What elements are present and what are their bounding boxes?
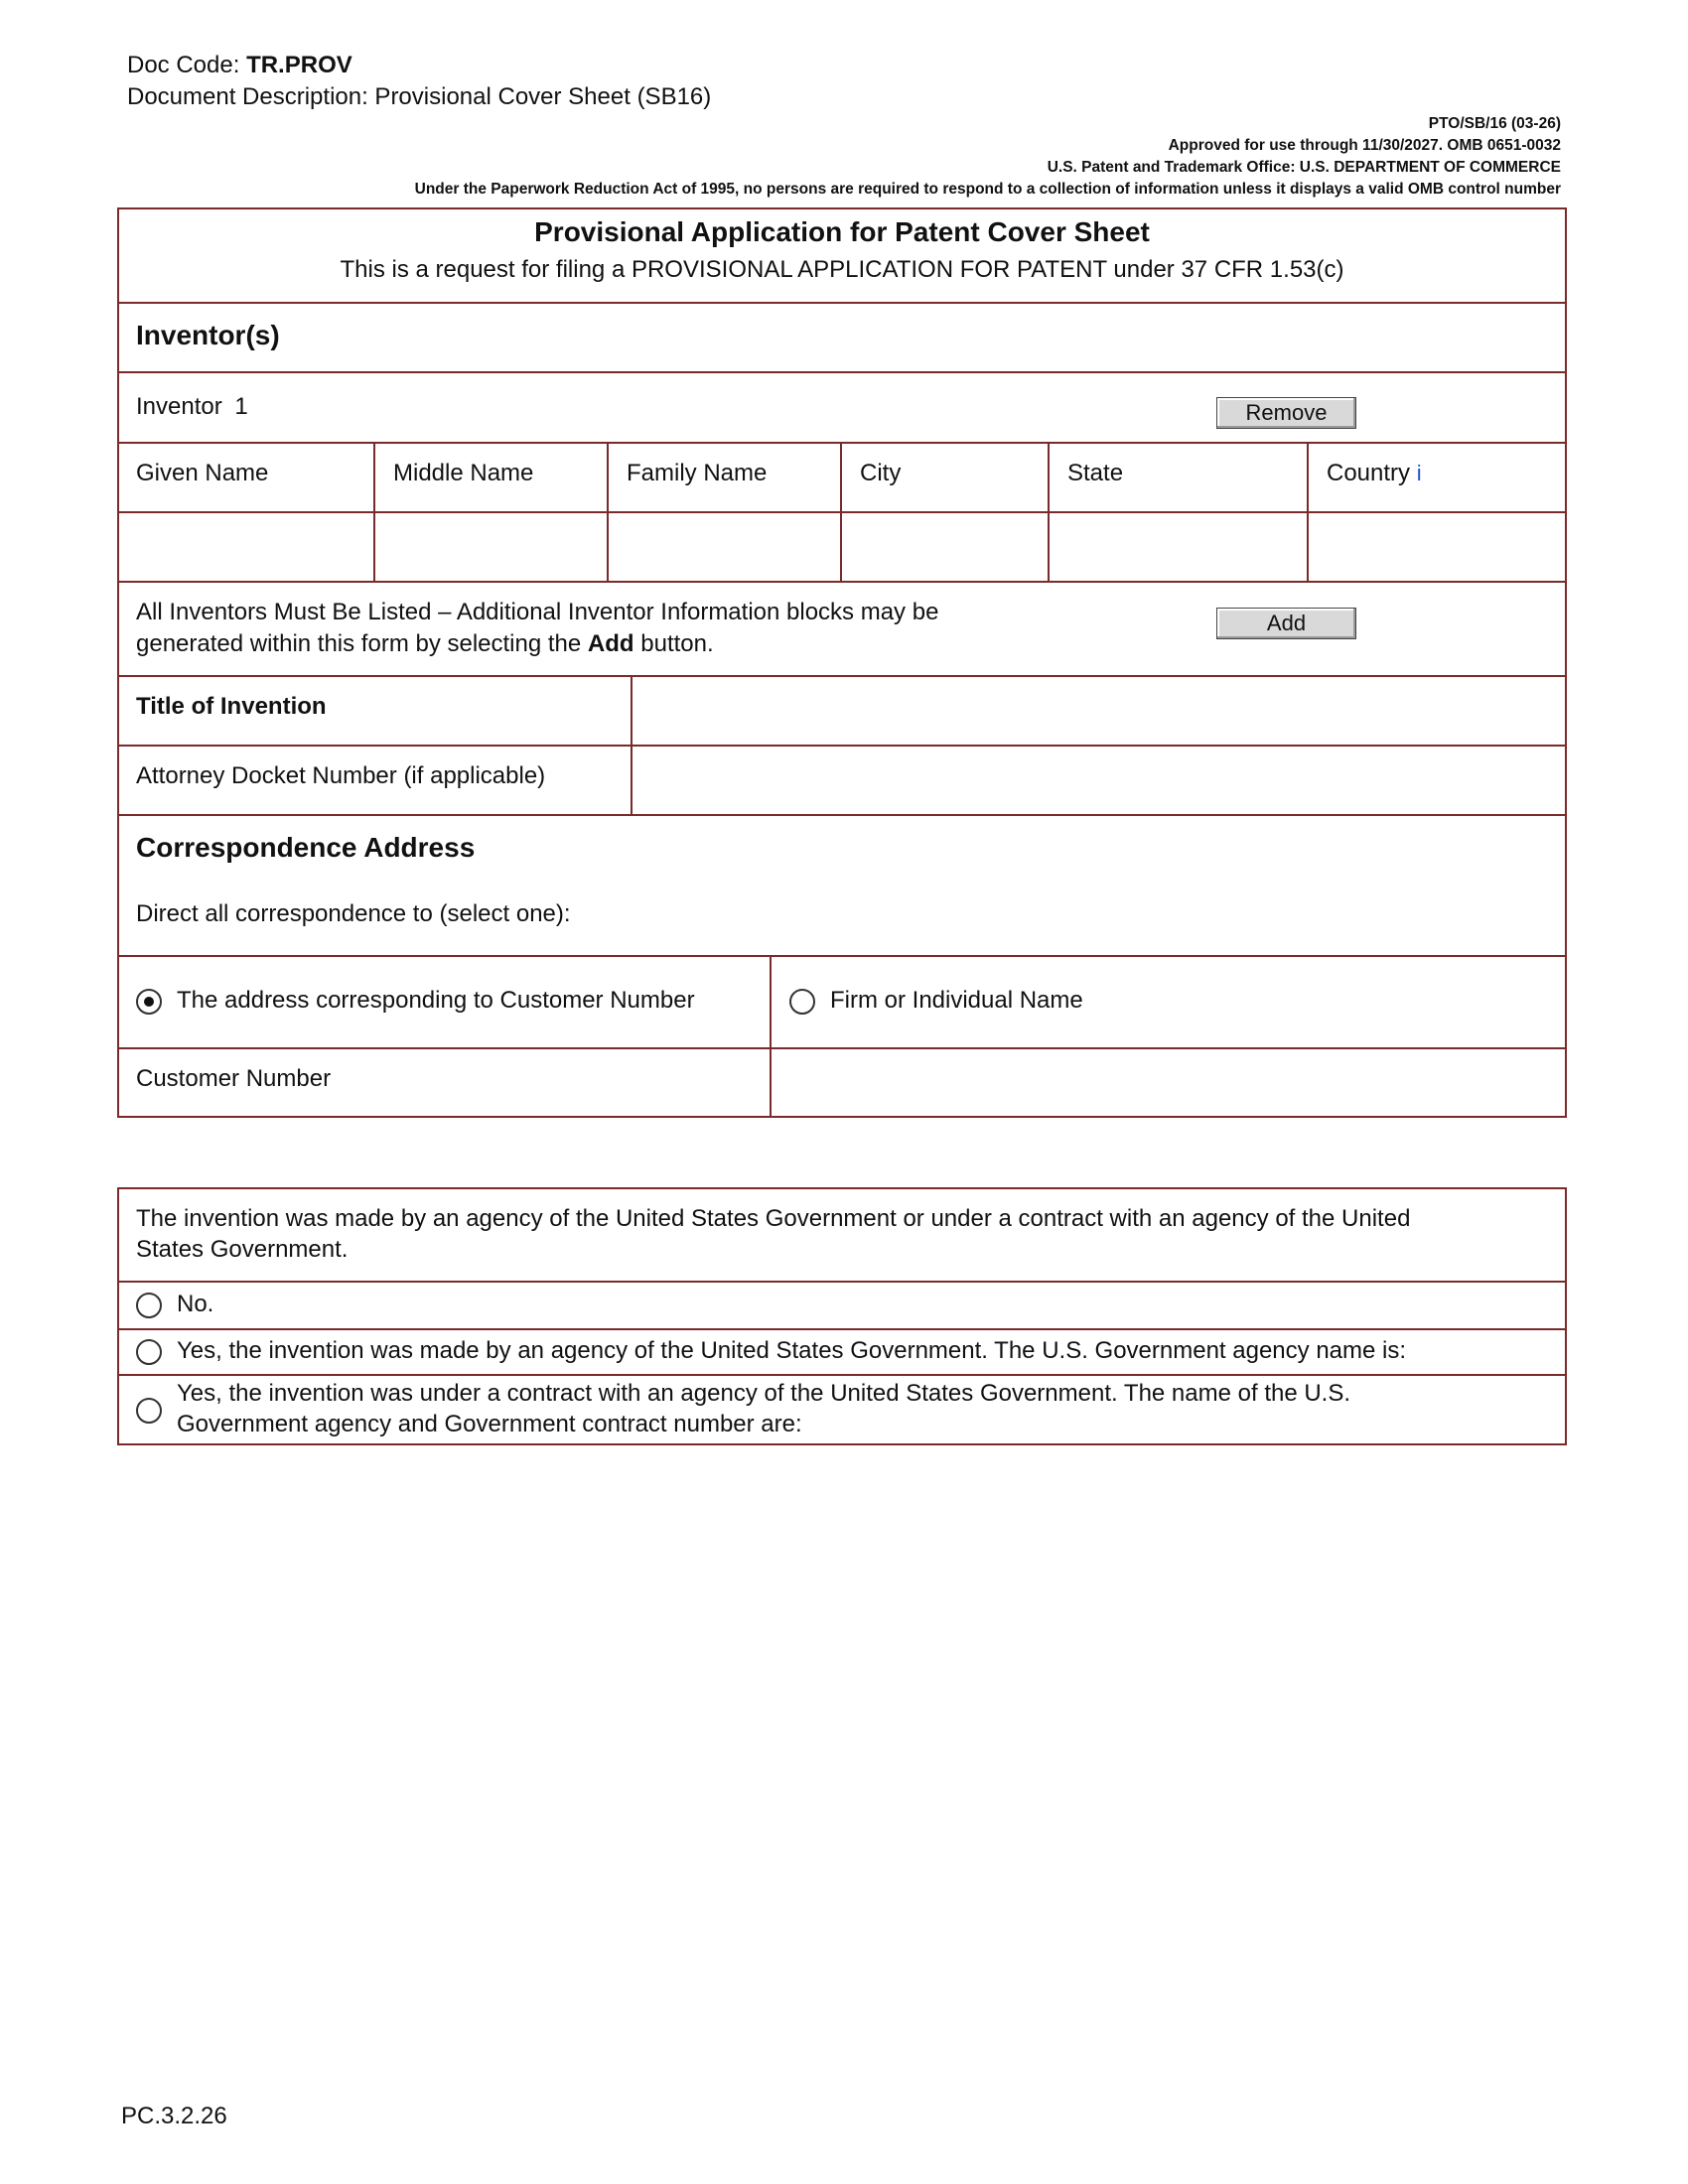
state-input[interactable]: [1054, 516, 1301, 576]
city-input[interactable]: [846, 516, 1042, 576]
gov-statement-line2: States Government.: [136, 1236, 349, 1263]
correspondence-section-title: Correspondence Address: [136, 832, 476, 863]
radio-gov-contract[interactable]: [136, 1398, 162, 1424]
col-country-label: Country: [1327, 460, 1411, 486]
inventors-notice-line1: All Inventors Must Be Listed – Additional Inventor Information blocks may be: [136, 599, 939, 625]
col-country: [1327, 460, 1422, 487]
form-title: Provisional Application for Patent Cover Sheet: [534, 216, 1150, 247]
info-icon[interactable]: i: [1416, 461, 1422, 485]
middle-name-input[interactable]: [379, 516, 601, 576]
attorney-docket-label: Attorney Docket Number (if applicable): [136, 762, 546, 789]
footer-code: PC.3.2.26: [121, 2103, 227, 2129]
col-state: State: [1067, 460, 1124, 486]
customer-number-label: Customer Number: [136, 1065, 332, 1092]
country-input[interactable]: [1313, 516, 1561, 576]
main-form-frame: [117, 207, 1567, 1118]
radio-gov-agency[interactable]: [136, 1339, 162, 1365]
col-given-name: Given Name: [136, 460, 269, 486]
radio-customer-number[interactable]: [136, 989, 162, 1015]
inventor-label-text: Inventor: [136, 393, 222, 420]
inventor-number: 1: [234, 393, 248, 420]
gov-statement-line1: The invention was made by an agency of the United States Government or under a contract with an agency of the United: [136, 1205, 1411, 1232]
title-of-invention-label: Title of Invention: [136, 693, 327, 720]
option-firm-name-label: Firm or Individual Name: [830, 987, 1083, 1014]
paperwork-notice: Under the Paperwork Reduction Act of 1995, no persons are required to respond to a collection of information unless it displays a valid OMB control number: [414, 181, 1561, 198]
add-inventor-button[interactable]: Add: [1216, 608, 1356, 639]
office-line: U.S. Patent and Trademark Office: U.S. DEPARTMENT OF COMMERCE: [1047, 159, 1561, 176]
attorney-docket-input[interactable]: [636, 751, 1560, 808]
form-number: PTO/SB/16 (03-26): [1428, 115, 1561, 132]
gov-option-contract-line1: Yes, the invention was under a contract with an agency of the United States Government. The name of the U.S.: [177, 1380, 1351, 1407]
col-middle-name: Middle Name: [393, 460, 534, 486]
inventors-notice-line2: [136, 630, 714, 658]
omb-approval: Approved for use through 11/30/2027. OMB 0651-0032: [1168, 137, 1561, 154]
given-name-input[interactable]: [125, 516, 367, 576]
radio-gov-no[interactable]: [136, 1293, 162, 1318]
gov-option-no: No.: [177, 1291, 214, 1317]
col-family-name: Family Name: [627, 460, 768, 486]
doc-code-value: TR.PROV: [246, 52, 352, 78]
inventor-label: [136, 393, 248, 421]
customer-number-input[interactable]: [775, 1053, 1560, 1111]
notice-add-word: Add: [587, 630, 634, 657]
inventors-section-title: Inventor(s): [136, 320, 280, 350]
notice-text-end: button.: [633, 630, 714, 657]
remove-inventor-button[interactable]: Remove: [1216, 397, 1356, 429]
notice-text: generated within this form by selecting the: [136, 630, 588, 657]
family-name-input[interactable]: [613, 516, 834, 576]
doc-code: [127, 52, 352, 79]
gov-option-contract-line2: Government agency and Government contract number are:: [177, 1411, 802, 1437]
gov-option-agency: Yes, the invention was made by an agency of the United States Government. The U.S. Government agency name is:: [177, 1337, 1407, 1364]
form-subtitle: This is a request for filing a PROVISIONAL APPLICATION FOR PATENT under 37 CFR 1.53(c): [340, 256, 1344, 283]
col-city: City: [860, 460, 902, 486]
option-customer-number-label: The address corresponding to Customer Number: [177, 987, 695, 1014]
correspondence-instruction: Direct all correspondence to (select one):: [136, 900, 571, 927]
radio-firm-name[interactable]: [789, 989, 815, 1015]
title-of-invention-input[interactable]: [636, 681, 1560, 739]
doc-description: Document Description: Provisional Cover Sheet (SB16): [127, 83, 712, 110]
doc-code-label: Doc Code:: [127, 52, 240, 78]
